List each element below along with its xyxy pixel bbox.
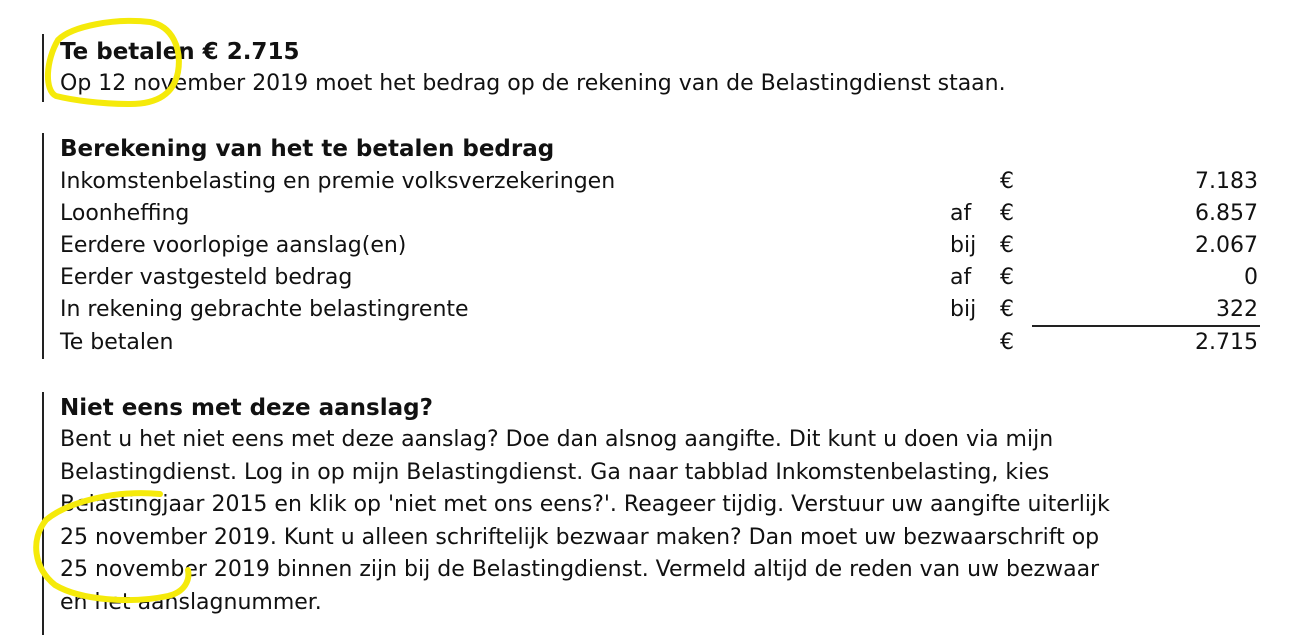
paragraph-line: Bent u het niet eens met deze aanslag? Doe dan alsnog aangifte. Dit kunt u doen via mijn (60, 427, 1054, 452)
calculation-heading: Berekening van het te betalen bedrag (60, 136, 555, 162)
objection-paragraph (60, 424, 1250, 619)
total-row (60, 327, 1260, 359)
paragraph-line: Belastingjaar 2015 en klik op 'niet met ons eens?'. Reageer tijdig. Verstuur uw aangifte uiterlijk (60, 492, 1110, 517)
calculation-row (60, 262, 1260, 294)
calculation-row (60, 230, 1260, 262)
row-amount: 2.067 (1195, 233, 1258, 258)
row-modifier: af (950, 201, 972, 226)
row-label: Eerdere voorlopige aanslag(en) (60, 233, 407, 258)
row-modifier: bij (950, 297, 977, 322)
calculation-row (60, 294, 1260, 326)
row-currency: € (1000, 297, 1014, 322)
row-amount: 7.183 (1195, 169, 1258, 194)
calculation-row (60, 166, 1260, 198)
row-currency: € (1000, 201, 1014, 226)
row-modifier: af (950, 265, 972, 290)
row-label: Eerder vastgesteld bedrag (60, 265, 353, 290)
total-amount: 2.715 (1195, 330, 1258, 355)
section-bar-calculation (42, 133, 44, 359)
objection-heading: Niet eens met deze aanslag? (60, 395, 433, 421)
paragraph-line: Belastingdienst. Log in op mijn Belastingdienst. Ga naar tabblad Inkomstenbelasting, kies (60, 459, 1050, 485)
row-label: Loonheffing (60, 201, 190, 226)
row-currency: € (1000, 233, 1014, 258)
row-amount: 6.857 (1195, 201, 1258, 226)
row-label: Inkomstenbelasting en premie volksverzekeringen (60, 169, 616, 194)
section-bar-objection (42, 392, 44, 635)
row-currency: € (1000, 265, 1014, 290)
row-modifier: bij (950, 233, 977, 258)
row-currency: € (1000, 169, 1014, 194)
payment-due-line: Op 12 november 2019 moet het bedrag op de rekening van de Belastingdienst staan. (60, 71, 1006, 96)
row-amount: 0 (1244, 265, 1258, 290)
section-bar-payment (42, 34, 44, 102)
row-amount: 322 (1216, 297, 1258, 322)
row-label: In rekening gebrachte belastingrente (60, 297, 469, 322)
payment-heading: Te betalen € 2.715 (60, 39, 300, 65)
paragraph-line: 25 november 2019. Kunt u alleen schriftelijk bezwaar maken? Dan moet uw bezwaarschrift op (60, 524, 1100, 550)
paragraph-line: en het aanslagnummer. (60, 589, 322, 615)
total-label: Te betalen (60, 330, 174, 355)
calculation-row (60, 198, 1260, 230)
paragraph-line: 25 november 2019 binnen zijn bij de Belastingdienst. Vermeld altijd de reden van uw bezwaar (60, 557, 1100, 582)
total-currency: € (1000, 330, 1014, 355)
